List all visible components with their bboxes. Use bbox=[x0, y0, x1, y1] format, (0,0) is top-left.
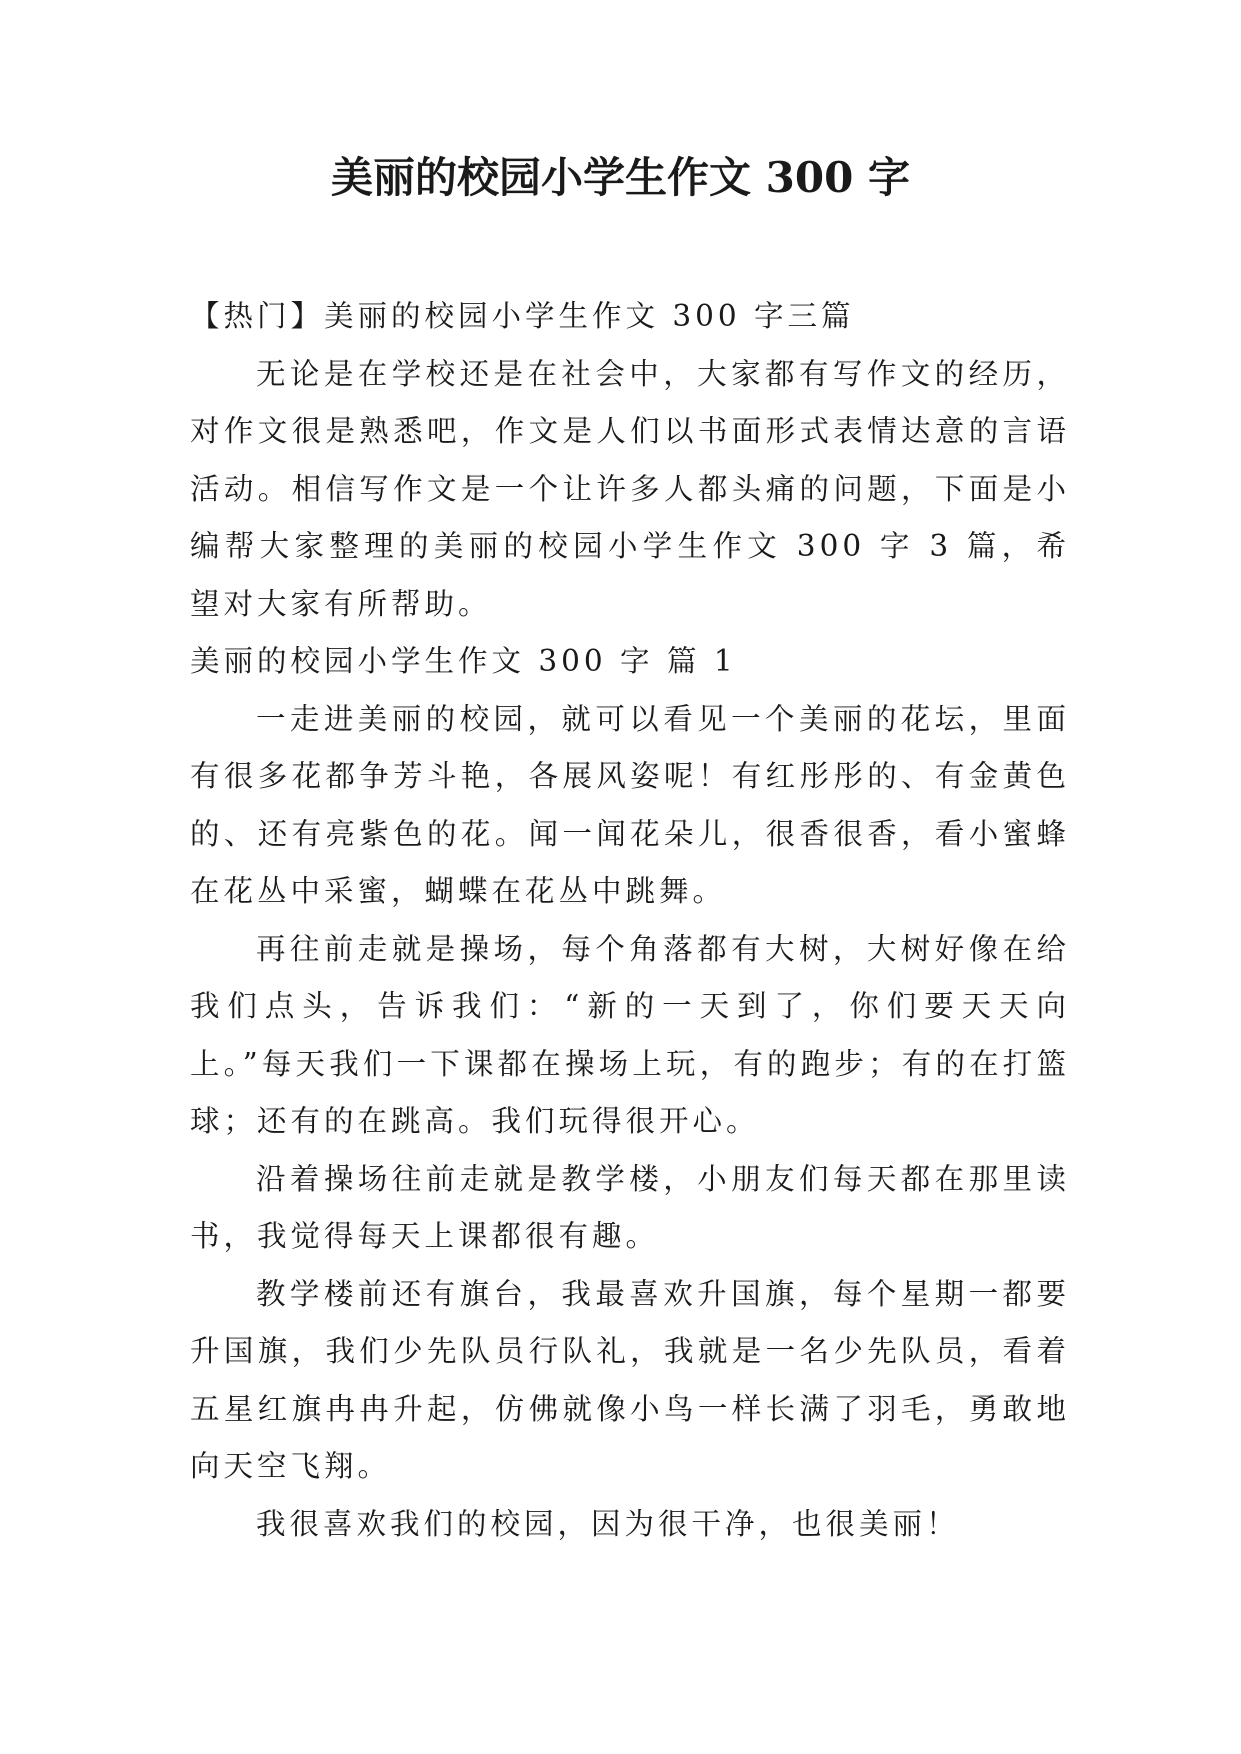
section-heading: 美丽的校园小学生作文 300 字 篇 1 bbox=[190, 644, 737, 678]
paragraph-playground: 再往前走就是操场，每个角落都有大树，大树好像在给我们点头，告诉我们：“新的一天到了，你们要天天向上。”每天我们一下课都在操场上玩，有的跑步；有的在打篮球；还有的在跳高。我们玩得很开心。 bbox=[190, 931, 1070, 1138]
paragraph-teaching-building: 沿着操场往前走就是教学楼，小朋友们每天都在那里读书，我觉得每天上课都很有趣。 bbox=[190, 1161, 1070, 1253]
document-body bbox=[190, 288, 1070, 1553]
paragraph-flag-platform: 教学楼前还有旗台，我最喜欢升国旗，每个星期一都要升国旗，我们少先队员行队礼，我就是一名少先队员，看着五星红旗冉冉升起，仿佛就像小鸟一样长满了羽毛，勇敢地向天空飞翔。 bbox=[190, 1276, 1070, 1483]
document-subtitle: 【热门】美丽的校园小学生作文 300 字三篇 bbox=[190, 299, 855, 333]
intro-paragraph: 无论是在学校还是在社会中，大家都有写作文的经历，对作文很是熟悉吧，作文是人们以书面形式表情达意的言语活动。相信写作文是一个让许多人都头痛的问题，下面是小编帮大家整理的美丽的校园小学生作文 300 字 3 篇，希望对大家有所帮助。 bbox=[190, 356, 1070, 621]
paragraph-flower-bed: 一走进美丽的校园，就可以看见一个美丽的花坛，里面有很多花都争芳斗艳，各展风姿呢！有红彤彤的、有金黄色的、还有亮紫色的花。闻一闻花朵儿，很香很香，看小蜜蜂在花丛中采蜜，蝴蝶在花丛中跳舞。 bbox=[190, 701, 1070, 908]
paragraph-closing: 我很喜欢我们的校园，因为很干净，也很美丽！ bbox=[256, 1506, 960, 1541]
document-title: 美丽的校园小学生作文 300 字 bbox=[331, 153, 910, 202]
